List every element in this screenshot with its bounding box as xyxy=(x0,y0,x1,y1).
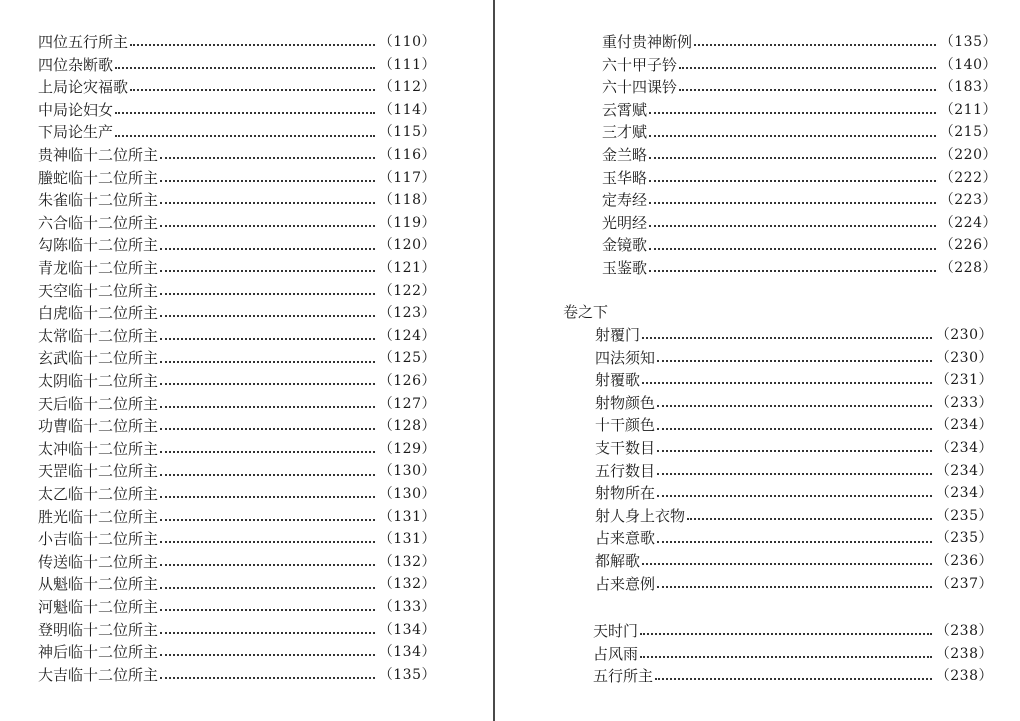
toc-entry xyxy=(38,506,436,529)
toc-entry-title: 功曹临十二位所主 xyxy=(38,417,159,436)
toc-entry-title: 定寿经 xyxy=(602,191,648,210)
toc-entry xyxy=(38,280,436,303)
dot-leader xyxy=(160,293,375,295)
toc-entry xyxy=(595,347,993,370)
toc-entry xyxy=(38,54,436,77)
toc-entry-title: 五行所主 xyxy=(593,667,654,686)
toc-entry-title: 天时门 xyxy=(593,622,639,640)
toc-entry xyxy=(602,189,997,212)
toc-entry-page-number: （123） xyxy=(378,305,436,322)
toc-entry-title: 神后临十二位所主 xyxy=(38,643,159,662)
dot-leader xyxy=(130,44,375,46)
toc-entry-title: 太冲临十二位所主 xyxy=(38,439,159,458)
toc-entry-page-number: （132） xyxy=(378,576,436,593)
toc-entry-page-number: （234） xyxy=(935,417,993,434)
toc-entry xyxy=(38,619,436,642)
toc-entry-title: 占来意歌 xyxy=(595,529,656,548)
dot-leader xyxy=(160,406,375,408)
toc-entry xyxy=(38,370,436,393)
dot-leader xyxy=(115,112,375,114)
dot-leader xyxy=(160,225,375,227)
toc-entry-title: 天罡临十二位所主 xyxy=(38,462,159,481)
toc-entry-title: 重付贵神断例 xyxy=(602,33,693,51)
toc-entry-page-number: （220） xyxy=(939,147,997,163)
dot-leader xyxy=(160,474,375,476)
toc-entry-page-number: （131） xyxy=(378,531,436,548)
dot-leader xyxy=(642,337,932,339)
toc-entry-page-number: （183） xyxy=(939,79,997,96)
toc-entry-page-number: （134） xyxy=(378,621,436,638)
toc-entry xyxy=(595,505,993,528)
toc-entry-page-number: （112） xyxy=(378,79,436,96)
dot-leader xyxy=(160,632,375,634)
toc-entry xyxy=(602,76,997,99)
toc-entry-page-number: （222） xyxy=(939,169,997,186)
toc-entry xyxy=(38,415,436,438)
toc-entry xyxy=(595,392,993,415)
toc-entry-title: 四位五行所主 xyxy=(38,33,129,51)
toc-entry-title: 从魁临十二位所主 xyxy=(38,575,159,594)
toc-entry-page-number: （238） xyxy=(935,645,993,662)
toc-entry xyxy=(38,483,436,506)
dot-leader xyxy=(160,157,375,159)
dot-leader xyxy=(160,451,375,453)
toc-entry-page-number: （127） xyxy=(378,395,436,412)
toc-entry-page-number: （230） xyxy=(935,349,993,366)
dot-leader xyxy=(655,678,932,680)
toc-entry-title: 朱雀临十二位所主 xyxy=(38,191,159,210)
toc-entry-title: 十干颜色 xyxy=(595,416,656,435)
dot-leader xyxy=(160,654,375,656)
dot-leader xyxy=(640,656,932,658)
toc-entry-title: 四位杂断歌 xyxy=(38,55,114,74)
toc-entry xyxy=(602,31,997,54)
dot-leader xyxy=(657,495,932,497)
toc-entry xyxy=(38,212,436,235)
dot-leader xyxy=(160,609,375,611)
dot-leader xyxy=(649,270,936,272)
dot-leader xyxy=(657,360,932,362)
toc-entry-page-number: （125） xyxy=(378,350,436,367)
toc-entry-page-number: （131） xyxy=(378,508,436,525)
toc-entry-page-number: （121） xyxy=(378,260,436,276)
toc-entry-page-number: （126） xyxy=(378,373,436,389)
toc-entry-title: 四法须知 xyxy=(595,348,656,367)
toc-entry-page-number: （128） xyxy=(378,418,436,435)
toc-entry xyxy=(595,527,993,550)
toc-entry xyxy=(602,121,997,144)
dot-leader xyxy=(130,89,375,91)
dot-leader xyxy=(115,67,375,69)
toc-entry xyxy=(38,551,436,574)
toc-entry-page-number: （110） xyxy=(378,34,436,50)
toc-entry-title: 六十四课钤 xyxy=(602,78,678,97)
toc-entry-title: 白虎临十二位所主 xyxy=(38,304,159,323)
toc-entry-page-number: （238） xyxy=(935,623,993,639)
toc-entry-page-number: （135） xyxy=(939,34,997,50)
toc-entry-page-number: （226） xyxy=(939,237,997,254)
toc-entry xyxy=(38,234,436,257)
dot-leader xyxy=(649,202,936,204)
toc-entry-title: 太阴临十二位所主 xyxy=(38,372,159,390)
toc-entry-title: 小吉临十二位所主 xyxy=(38,530,159,549)
toc-entry-title: 玉鉴歌 xyxy=(602,259,648,277)
toc-entry-page-number: （211） xyxy=(939,101,997,118)
toc-entry xyxy=(593,620,993,643)
dot-leader xyxy=(649,157,936,159)
toc-entry xyxy=(595,414,993,437)
toc-entry-title: 中局论妇女 xyxy=(38,100,114,119)
dot-leader xyxy=(649,112,936,114)
toc-entry-title: 射人身上衣物 xyxy=(595,506,686,525)
dot-leader xyxy=(679,89,936,91)
toc-entry-page-number: （132） xyxy=(378,553,436,570)
dot-leader xyxy=(657,450,932,452)
toc-entry-title: 占风雨 xyxy=(593,644,639,663)
toc-entry-title: 太常临十二位所主 xyxy=(38,326,159,345)
dot-leader xyxy=(160,202,375,204)
toc-entry-page-number: （235） xyxy=(935,530,993,547)
toc-entry-page-number: （140） xyxy=(939,56,997,73)
toc-entry xyxy=(38,460,436,483)
dot-leader xyxy=(687,518,932,520)
dot-leader xyxy=(160,587,375,589)
toc-entry-title: 胜光临十二位所主 xyxy=(38,507,159,526)
toc-entry-page-number: （134） xyxy=(378,644,436,661)
toc-entry-page-number: （234） xyxy=(935,440,993,456)
dot-leader xyxy=(160,496,375,498)
book-spine xyxy=(493,0,495,721)
dot-leader xyxy=(657,586,932,588)
toc-entry-page-number: （234） xyxy=(935,462,993,479)
toc-entry xyxy=(38,167,436,190)
toc-entry-page-number: （118） xyxy=(378,192,436,209)
toc-entry xyxy=(38,664,436,687)
toc-entry xyxy=(595,437,993,460)
toc-entry-page-number: （122） xyxy=(378,282,436,299)
toc-entry xyxy=(593,643,993,666)
toc-entry-page-number: （237） xyxy=(935,575,993,592)
toc-entry-page-number: （129） xyxy=(378,440,436,457)
toc-entry-page-number: （230） xyxy=(935,327,993,343)
toc-entry xyxy=(595,324,993,347)
toc-entry xyxy=(38,302,436,325)
dot-leader xyxy=(694,44,936,46)
dot-leader xyxy=(160,180,375,182)
toc-entry-page-number: （130） xyxy=(378,463,436,480)
toc-entry-title: 金兰略 xyxy=(602,146,648,164)
toc-entry-title: 登明临十二位所主 xyxy=(38,620,159,639)
toc-entry-page-number: （114） xyxy=(378,101,436,118)
toc-entry-title: 玉华略 xyxy=(602,168,648,187)
toc-entry-title: 青龙临十二位所主 xyxy=(38,259,159,277)
dot-leader xyxy=(160,383,375,385)
toc-entry-title: 天后临十二位所主 xyxy=(38,394,159,413)
toc-entry-page-number: （115） xyxy=(378,124,436,141)
toc-entry-title: 光明经 xyxy=(602,213,648,232)
toc-entry-title: 金镜歌 xyxy=(602,236,648,255)
toc-entry-page-number: （130） xyxy=(378,486,436,502)
toc-entry xyxy=(595,573,993,596)
dot-leader xyxy=(657,405,932,407)
toc-entry-title: 河魁临十二位所主 xyxy=(38,598,159,616)
toc-entry-title: 太乙临十二位所主 xyxy=(38,485,159,503)
toc-entry-title: 射物颜色 xyxy=(595,393,656,412)
toc-entry xyxy=(602,257,997,280)
toc-entry-title: 都解歌 xyxy=(595,552,641,570)
section-heading: 卷之下 xyxy=(563,303,609,321)
toc-entry xyxy=(602,144,997,167)
toc-entry xyxy=(38,121,436,144)
toc-entry-page-number: （215） xyxy=(939,124,997,141)
toc-entry xyxy=(38,31,436,54)
toc-entry-page-number: （238） xyxy=(935,668,993,685)
toc-entry-title: 三才赋 xyxy=(602,123,648,142)
dot-leader xyxy=(649,180,936,182)
toc-entry-page-number: （228） xyxy=(939,260,997,276)
dot-leader xyxy=(160,270,375,272)
dot-leader xyxy=(640,633,932,635)
toc-entry xyxy=(602,212,997,235)
toc-entry xyxy=(38,528,436,551)
toc-entry-title: 玄武临十二位所主 xyxy=(38,349,159,368)
dot-leader xyxy=(657,428,932,430)
dot-leader xyxy=(649,248,936,250)
toc-entry xyxy=(602,167,997,190)
toc-entry xyxy=(38,438,436,461)
dot-leader xyxy=(642,563,932,565)
toc-entry-title: 六合临十二位所主 xyxy=(38,213,159,232)
toc-entry xyxy=(595,369,993,392)
toc-entry-page-number: （116） xyxy=(378,147,436,163)
toc-entry xyxy=(595,482,993,505)
dot-leader xyxy=(160,564,375,566)
dot-leader xyxy=(657,541,932,543)
toc-entry xyxy=(38,257,436,280)
dot-leader xyxy=(160,338,375,340)
left-page xyxy=(0,0,495,721)
toc-entry-title: 射覆门 xyxy=(595,326,641,344)
toc-entry-page-number: （119） xyxy=(378,214,436,231)
toc-entry xyxy=(602,54,997,77)
toc-entry xyxy=(38,347,436,370)
toc-entry xyxy=(38,393,436,416)
toc-entry-title: 大吉临十二位所主 xyxy=(38,665,159,684)
toc-entry-title: 六十甲子钤 xyxy=(602,55,678,74)
dot-leader xyxy=(160,361,375,363)
toc-entry-title: 支干数目 xyxy=(595,439,656,457)
toc-entry-title: 下局论生产 xyxy=(38,123,114,142)
toc-entry xyxy=(595,460,993,483)
dot-leader xyxy=(657,473,932,475)
toc-entry-page-number: （223） xyxy=(939,192,997,209)
dot-leader xyxy=(160,428,375,430)
toc-entry-title: 射覆歌 xyxy=(595,371,641,390)
toc-entry xyxy=(595,550,993,573)
toc-entry-title: 勾陈临十二位所主 xyxy=(38,236,159,255)
toc-entry-title: 贵神临十二位所主 xyxy=(38,146,159,164)
toc-entry xyxy=(38,144,436,167)
toc-entry xyxy=(602,99,997,122)
dot-leader xyxy=(115,135,375,137)
toc-entry xyxy=(602,234,997,257)
dot-leader xyxy=(679,67,936,69)
dot-leader xyxy=(649,135,936,137)
toc-entry-page-number: （234） xyxy=(935,485,993,502)
toc-entry-page-number: （235） xyxy=(935,507,993,524)
toc-entry-page-number: （236） xyxy=(935,553,993,569)
right-page xyxy=(497,0,1020,721)
dot-leader xyxy=(160,315,375,317)
toc-entry-title: 云霄赋 xyxy=(602,100,648,119)
dot-leader xyxy=(160,519,375,521)
toc-entry-title: 五行数目 xyxy=(595,461,656,480)
toc-entry-page-number: （233） xyxy=(935,394,993,411)
toc-entry-page-number: （135） xyxy=(378,666,436,683)
toc-entry-page-number: （133） xyxy=(378,599,436,615)
toc-entry-title: 占来意例 xyxy=(595,574,656,593)
dot-leader xyxy=(160,677,375,679)
dot-leader xyxy=(642,382,932,384)
toc-entry xyxy=(593,665,993,688)
toc-entry xyxy=(38,325,436,348)
toc-entry-title: 天空临十二位所主 xyxy=(38,281,159,300)
toc-entry xyxy=(38,641,436,664)
toc-entry xyxy=(38,189,436,212)
toc-entry-title: 射物所在 xyxy=(595,484,656,503)
toc-entry-page-number: （224） xyxy=(939,214,997,231)
toc-entry xyxy=(38,99,436,122)
toc-entry xyxy=(38,573,436,596)
dot-leader xyxy=(160,248,375,250)
toc-entry-page-number: （117） xyxy=(378,169,436,186)
toc-entry-title: 上局论灾福歌 xyxy=(38,78,129,97)
toc-entry-page-number: （111） xyxy=(378,56,436,73)
toc-entry-title: 螣蛇临十二位所主 xyxy=(38,168,159,187)
toc-entry xyxy=(38,596,436,619)
toc-entry-page-number: （231） xyxy=(935,372,993,389)
toc-entry-page-number: （124） xyxy=(378,327,436,344)
toc-entry xyxy=(38,76,436,99)
dot-leader xyxy=(160,541,375,543)
toc-entry-title: 传送临十二位所主 xyxy=(38,552,159,571)
toc-entry-page-number: （120） xyxy=(378,237,436,254)
dot-leader xyxy=(649,225,936,227)
